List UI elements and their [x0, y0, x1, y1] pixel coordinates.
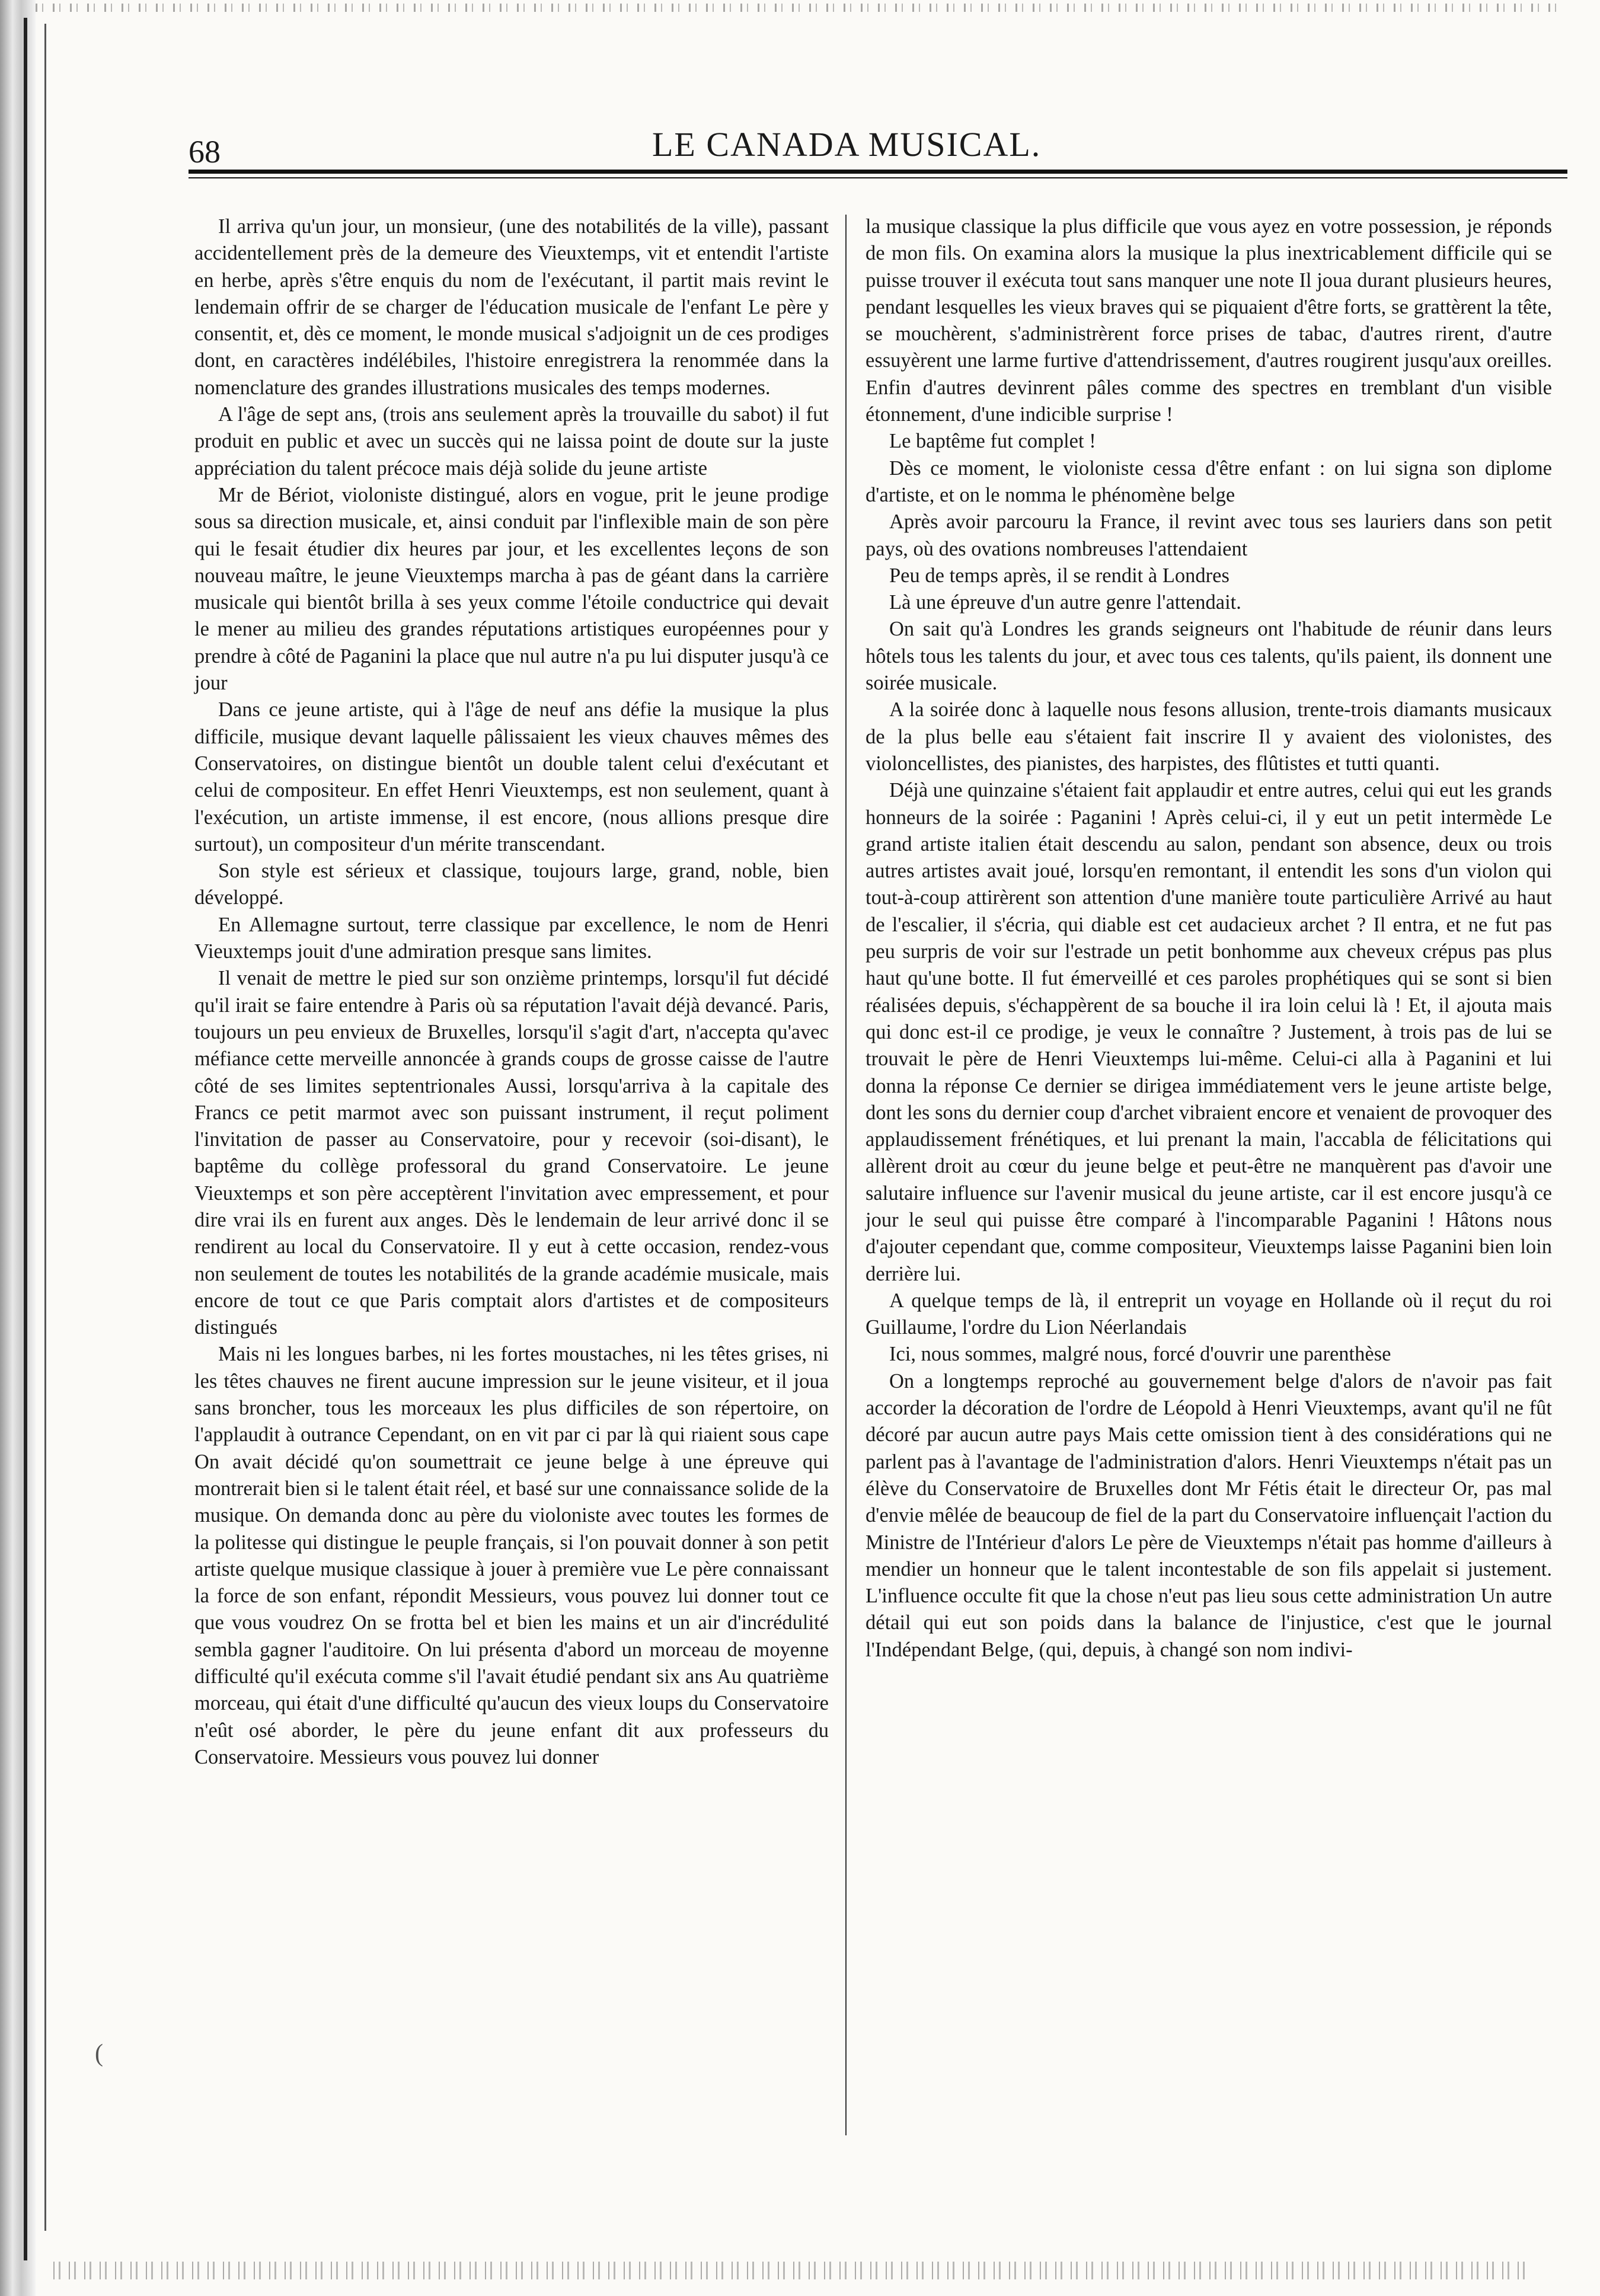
paragraph: Son style est sérieux et classique, toujours large, grand, noble, bien développé. — [194, 860, 829, 909]
paragraph: Il venait de mettre le pied sur son onzième printemps, lorsqu'il fut décidé qu'il irait se faire entendre à Paris où sa réputation l'avait déjà devancé. Paris, toujours un peu envieux de Bruxelles, lorsqu'il s'agit d'art, n'accepta qu'avec méfiance cette merveille annoncée à grands coups de grosse caisse de l'autre côté de ses limites septentrionales Aussi, lorsqu'arriva à la capitale des Francs ce petit marmot avec son puissant instrument, il reçut poliment l'invitation de passer au Conservatoire, pour y recevoir (soi-disant), le baptême du collège professoral du grand Conservatoire. Le jeune Vieuxtemps et son père acceptèrent l'invitation avec empressement, et pour dire vrai ils en furent aux anges. Dès le lendemain de leur arrivé donc il se rendirent au local du Conservatoire. Il y eut à cette occasion, rendez-vous non seulement de toutes les notabilités de la grande académie musicale, mais encore de tout ce que Paris comptait alors d'artistes et de compositeurs distingués — [194, 967, 829, 1339]
margin-rule — [44, 24, 46, 2231]
paragraph: A quelque temps de là, il entreprit un voyage en Hollande où il reçut du roi Guillaume, l'ordre du Lion Néerlandais — [866, 1289, 1552, 1339]
paragraph: Après avoir parcouru la France, il revint avec tous ses lauriers dans son petit pays, où des ovations nombreuses l'attendaient — [866, 510, 1552, 560]
column-divider — [845, 215, 847, 2135]
paragraph: On a longtemps reproché au gouvernement belge d'alors de n'avoir pas fait accorder la décoration de l'ordre de Léopold à Henri Vieuxtemps, avant qu'il ne fût décoré par aucun autre pays Mais cette omission tient à des considérations qui ne parlent pas à l'avantage de l'administration d'alors. Henri Vieuxtemps n'était pas un élève du Conservatoire de Bruxelles dont Mr Fétis était le directeur Or, pas mal d'envie mêlée de beaucoup de fiel de la part du Conservatoire influençait l'action du Ministre de l'Intérieur d'alors Le père de Vieuxtemps n'était pas homme d'ailleurs à mendier un honneur que le talent incontestable de son fils appelait si justement. L'influence occulte fit que la chose n'eut pas lieu sous cette administration Un autre détail qui eut son poids dans la balance de l'injustice, c'est que le journal l'Indépendant Belge, (qui, depuis, à changé son nom indivi- — [866, 1369, 1552, 1661]
right-column — [866, 213, 1552, 1663]
scan-noise-bottom — [53, 2262, 1529, 2279]
paragraph: Le baptême fut complet ! — [889, 430, 1096, 453]
binding-edge — [0, 0, 36, 2296]
paragraph: Ici, nous sommes, malgré nous, forcé d'ouvrir une parenthèse — [889, 1343, 1391, 1366]
paragraph: Il arriva qu'un jour, un monsieur, (une des notabilités de la ville), passant accidentellement près de la demeure des Vieuxtemps, vit et entendit l'artiste en herbe, après s'être enquis du nom de l'exécutant, il partit mais revint le lendemain offrir de se charger de l'éducation musicale de l'enfant Le père y consentit, et, dès ce moment, le monde musical s'adjoignit un de ces prodiges dont, en caractères indélébiles, l'histoire enregistrera la renommée dans la nomenclature des grandes illustrations musicales des temps modernes. — [194, 215, 829, 399]
paragraph: A la soirée donc à laquelle nous fesons allusion, trente-trois diamants musicaux de la plus belle eau s'étaient fait inscrire Il y avaient des violonistes, des violoncellistes, des pianistes, des harpistes, des flûtistes et tutti quanti. — [866, 698, 1552, 775]
paragraph: Dès ce moment, le violoniste cessa d'être enfant : on lui signa son diplome d'artiste, et on le nomma le phénomène belge — [866, 456, 1552, 506]
paragraph: Peu de temps après, il se rendit à Londres — [889, 564, 1229, 587]
paragraph: Mr de Bériot, violoniste distingué, alors en vogue, prit le jeune prodige sous sa direction musicale, et, ainsi conduit par l'inflexible main de son père qui le fesait étudier dix heures par jour, et les excellentes leçons de son nouveau maître, le jeune Vieuxtemps marcha à pas de géant dans la carrière musicale qui bientôt brilla à ses yeux comme l'étoile conductrice qui devait le mener au milieu des grandes réputations artistiques européennes pour y prendre à côté de Paganini la place que nul autre n'a pu lui disputer jusqu'à ce jour — [194, 483, 829, 695]
margin-mark: ( — [95, 2040, 103, 2067]
scan-noise-top — [36, 4, 1564, 12]
paragraph: A l'âge de sept ans, (trois ans seulement après la trouvaille du sabot) il fut produit en public et avec un succès qui ne laissa point de doute sur la juste appréciation du talent précoce mais déjà solide du jeune artiste — [194, 403, 829, 480]
page-number: 68 — [189, 134, 221, 170]
paragraph: Dans ce jeune artiste, qui à l'âge de neuf ans défie la musique la plus difficile, musique devant laquelle pâlissaient les vieux chauves mêmes des Conservatoires, on distingue bientôt un double talent celui d'exécutant et celui de compositeur. En effet Henri Vieuxtemps, est non seulement, quant à l'exécution, un artiste immense, il est encore, (nous allions presque dire surtout), un compositeur d'un mérite transcendant. — [194, 698, 829, 855]
left-column — [194, 213, 829, 1771]
paragraph: En Allemagne surtout, terre classique par excellence, le nom de Henri Vieuxtemps jouit d'une admiration presque sans limites. — [194, 913, 829, 963]
header-rule-thin — [189, 177, 1567, 178]
paragraph: Déjà une quinzaine s'étaient fait applaudir et entre autres, celui qui eut les grands honneurs de la soirée : Paganini ! Après celui-ci, il y eut un petit intermède Le grand artiste italien était descendu au salon, pendant son absence, deux ou trois autres artistes avait joué, lorsqu'en remontant, il entendit les sons d'un violon qui tout-à-coup attirèrent son attention d'une manière toute particulière Arrivé au haut de l'escalier, il s'écria, qui diable est cet audacieux archet ? Il entra, et ne fut pas peu surpris de voir sur l'estrade un petit bonhomme aux cheveux crépus pas plus haut qu'une botte. Il fut émerveillé et ces paroles prophétiques qui se sont si bien réalisées depuis, s'échappèrent de sa bouche il ira loin celui là ! Et, il ajouta mais qui donc est-il ce prodige, je veux le connaître ? Justement, à trois pas de lui se trouvait le père de Henri Vieuxtemps lui-même. Celui-ci alla à Paganini et lui donna la réponse Ce dernier se dirigea immédiatement vers le jeune artiste belge, dont les sons du dernier coup d'archet vibraient encore et venaient de provoquer des applaudissement frénétiques, et lui prenant la main, l'accabla de félicitations qui allèrent droit au cœur du jeune belge et peut-être ne manquèrent pas d'avoir une salutaire influence sur l'avenir musical du jeune artiste, car il est encore jusqu'à ce jour le seul qui puisse être comparé à l'incomparable Paganini ! Hâtons nous d'ajouter cependant que, comme compositeur, Vieuxtemps laisse Paganini bien loin derrière lui. — [866, 779, 1552, 1285]
running-title: LE CANADA MUSICAL. — [652, 125, 1042, 164]
paragraph: Là une épreuve d'un autre genre l'attendait. — [889, 591, 1241, 614]
paragraph: On sait qu'à Londres les grands seigneurs ont l'habitude de réunir dans leurs hôtels tous les talents du jour, et avec tous ces talents, qu'ils paient, ils donnent une soirée musicale. — [866, 618, 1552, 695]
header-rule — [189, 170, 1567, 174]
paragraph: la musique classique la plus difficile que vous ayez en votre possession, je réponds de mon fils. On examina alors la musique la plus inextricablement difficile qui se puisse trouver il exécuta tout sans manquer une note Il joua durant plusieurs heures, pendant lesquelles les vieux braves qui se piquaient d'être forts, se grattèrent la tête, se mouchèrent, s'administrèrent force prises de tabac, d'autres rirent, d'autre essuyèrent une larme furtive d'attendrissement, d'autres rougirent jusqu'aux oreilles. Enfin d'autres devinrent pâles comme des spectres en tremblant d'un visible étonnement, d'une indicible surprise ! — [866, 215, 1552, 426]
paragraph: Mais ni les longues barbes, ni les fortes moustaches, ni les têtes grises, ni les têtes chauves ne firent aucune impression sur le jeune visiteur, et il joua sans broncher, tous les morceaux les plus difficiles de son répertoire, on l'applaudit à outrance Cependant, on en vit par ci par là qui riaient sous cape On avait décidé qu'on soumettrait ce jeune belge à une épreuve qui montrerait bien si le talent était réel, et basé sur une connaissance solide de la musique. On demanda donc au père du violoniste avec toutes les formes de la politesse qui distingue le peuple français, si l'on pouvait donner à son petit artiste quelque musique classique à jouer à première vue Le père connaissant la force de son enfant, répondit Messieurs, vous pouvez lui donner tout ce que vous voudrez On se frotta bel et bien les mains et un air d'incrédulité sembla gagner l'auditoire. On lui présenta d'abord un morceau de moyenne difficulté qu'il exécuta comme s'il l'avait étudié pendant six ans Au quatrième morceau, qui était d'une difficulté qu'aucun des vieux loups du Conservatoire n'eût osé aborder, le père du jeune enfant dit aux professeurs du Conservatoire. Messieurs vous pouvez lui donner — [194, 1343, 829, 1768]
